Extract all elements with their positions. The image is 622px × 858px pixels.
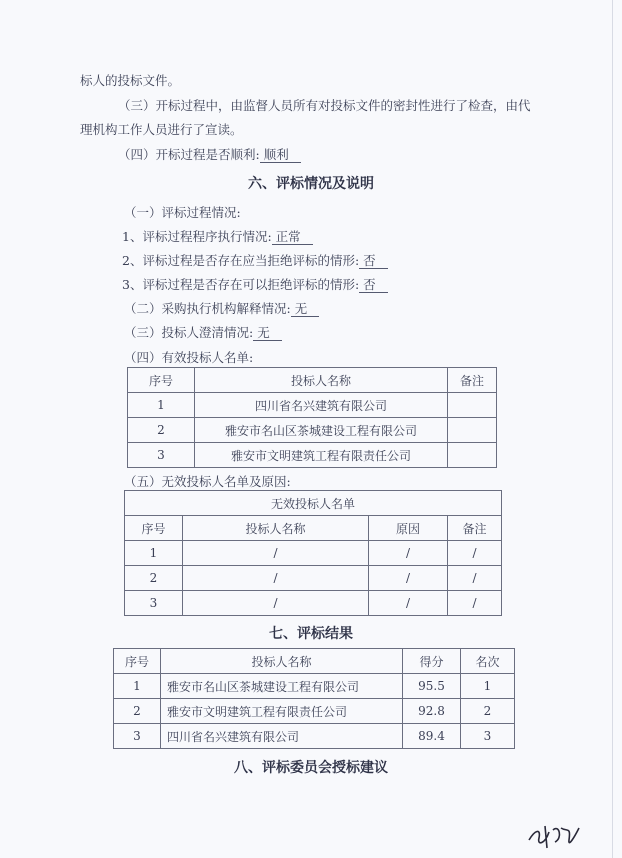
table-row	[128, 443, 497, 468]
cell: /	[448, 541, 502, 566]
cell: 1	[128, 393, 195, 418]
cell: 2	[461, 699, 515, 724]
cell: /	[448, 566, 502, 591]
table-header	[114, 649, 515, 674]
cell: 四川省名兴建筑有限公司	[195, 393, 448, 418]
table-row	[128, 418, 497, 443]
table-row	[125, 591, 502, 616]
label: （四）开标过程是否顺利:	[118, 147, 260, 162]
cell: 雅安市名山区茶城建设工程有限公司	[161, 674, 403, 699]
label: 3、评标过程是否存在可以拒绝评标的情形:	[122, 277, 360, 292]
section-heading: 八、评标委员会授标建议	[234, 760, 388, 776]
header-cell: 得分	[403, 649, 461, 674]
label: （二）采购执行机构解释情况:	[124, 301, 291, 316]
cell: /	[183, 591, 369, 616]
header-cell: 序号	[125, 516, 183, 541]
subheading: （一）评标过程情况:	[124, 205, 241, 220]
item	[122, 251, 388, 269]
table-header	[128, 368, 497, 393]
cell: 雅安市名山区茶城建设工程有限公司	[195, 418, 448, 443]
cell: 雅安市文明建筑工程有限责任公司	[195, 443, 448, 468]
paragraph	[118, 145, 301, 163]
cell: 2	[114, 699, 161, 724]
table-row	[125, 541, 502, 566]
cell: /	[448, 591, 502, 616]
value: 顺利	[260, 148, 301, 163]
cell: 雅安市文明建筑工程有限责任公司	[161, 699, 403, 724]
cell	[448, 418, 497, 443]
header-cell: 序号	[128, 368, 195, 393]
cell: 3	[125, 591, 183, 616]
table-title-row	[125, 491, 502, 516]
header-cell: 投标人名称	[161, 649, 403, 674]
header-cell: 投标人名称	[183, 516, 369, 541]
cell: /	[369, 566, 448, 591]
header-cell: 备注	[448, 368, 497, 393]
cell: 2	[128, 418, 195, 443]
cell: 1	[125, 541, 183, 566]
table-row	[128, 393, 497, 418]
valid-bidders-table	[127, 367, 497, 468]
value: 否	[359, 278, 388, 293]
invalid-bidders-table	[124, 490, 502, 616]
paragraph: 理机构工作人员进行了宣读。	[80, 122, 243, 137]
item	[122, 275, 388, 293]
item	[122, 227, 313, 245]
cell: /	[183, 541, 369, 566]
label: 2、评标过程是否存在应当拒绝评标的情形:	[122, 253, 360, 268]
header-cell: 名次	[461, 649, 515, 674]
page-edge	[612, 0, 613, 858]
section-heading: 七、评标结果	[269, 626, 353, 642]
table-row	[114, 724, 515, 749]
item	[124, 323, 282, 341]
cell: /	[369, 541, 448, 566]
cell: 89.4	[403, 724, 461, 749]
subheading: （四）有效投标人名单:	[124, 350, 254, 365]
results-table	[113, 648, 515, 749]
cell: /	[369, 591, 448, 616]
cell: 3	[128, 443, 195, 468]
cell: 3	[114, 724, 161, 749]
table-row	[125, 566, 502, 591]
header-cell: 投标人名称	[195, 368, 448, 393]
cell: 1	[114, 674, 161, 699]
cell	[448, 393, 497, 418]
cell: 1	[461, 674, 515, 699]
paragraph: 标人的投标文件。	[80, 73, 181, 88]
subheading: （五）无效投标人名单及原因:	[124, 474, 291, 489]
table-row	[114, 699, 515, 724]
paragraph: （三）开标过程中，由监督人员所有对投标文件的密封性进行了检查，由代	[118, 98, 531, 113]
cell: 3	[461, 724, 515, 749]
cell	[448, 443, 497, 468]
label: 1、评标过程程序执行情况:	[122, 229, 272, 244]
value: 无	[253, 326, 282, 341]
value: 正常	[272, 230, 313, 245]
cell: 95.5	[403, 674, 461, 699]
header-cell: 原因	[369, 516, 448, 541]
table-header	[125, 516, 502, 541]
value: 无	[291, 302, 320, 317]
label: （三）投标人澄清情况:	[124, 325, 254, 340]
handwritten-signature	[525, 818, 585, 853]
cell: 2	[125, 566, 183, 591]
item	[124, 299, 319, 317]
header-cell: 序号	[114, 649, 161, 674]
cell: 四川省名兴建筑有限公司	[161, 724, 403, 749]
table-row	[114, 674, 515, 699]
cell: 92.8	[403, 699, 461, 724]
value: 否	[359, 254, 388, 269]
cell: /	[183, 566, 369, 591]
section-heading: 六、评标情况及说明	[248, 176, 374, 192]
table-title: 无效投标人名单	[125, 491, 502, 516]
header-cell: 备注	[448, 516, 502, 541]
